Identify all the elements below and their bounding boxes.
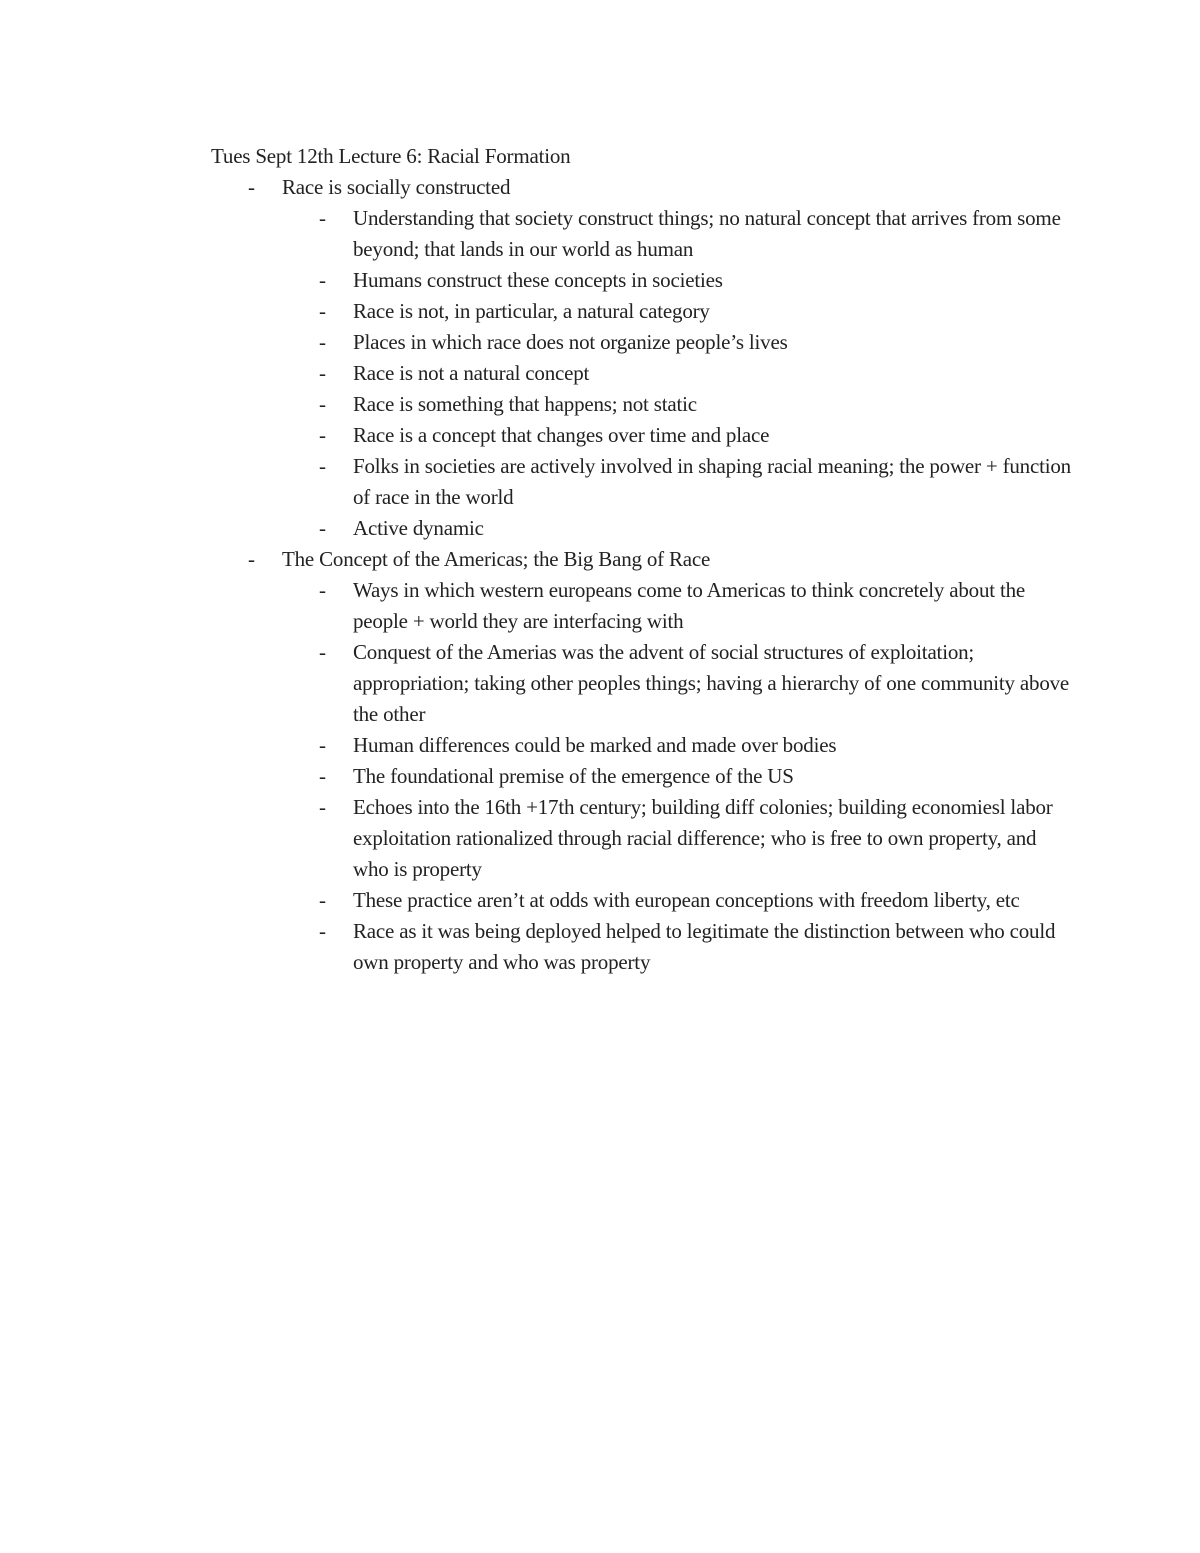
list-item [282,265,1071,296]
list-item-text: The foundational premise of the emergence of the US [353,764,794,788]
section-heading: Race is socially constructed [282,175,511,199]
bullet-dash: - [248,547,255,571]
list-item [282,730,1071,761]
bullet-dash: - [319,361,326,385]
bullet-dash: - [319,330,326,354]
bullet-dash: - [319,516,326,540]
bullet-dash: - [319,733,326,757]
bullet-dash: - [319,299,326,323]
section-item [211,172,1071,544]
list-item [282,513,1071,544]
list-item [282,327,1071,358]
list-item [282,358,1071,389]
list-item-text: Places in which race does not organize people’s lives [353,330,788,354]
list-item [282,792,1071,885]
list-item-text: Humans construct these concepts in societies [353,268,723,292]
notes-title: Tues Sept 12th Lecture 6: Racial Formation [211,144,571,168]
bullet-dash: - [319,268,326,292]
list-item [282,637,1071,730]
bullet-dash: - [319,795,326,819]
bullet-dash: - [248,175,255,199]
bullet-dash: - [319,640,326,664]
list-item [282,451,1071,513]
bullet-dash: - [319,919,326,943]
bullet-dash: - [319,206,326,230]
list-item [282,389,1071,420]
bullet-dash: - [319,578,326,602]
bullet-dash: - [319,454,326,478]
sub-list [211,203,1071,544]
list-item-text: Human differences could be marked and made over bodies [353,733,837,757]
bullet-dash: - [319,764,326,788]
list-item-text: Conquest of the Amerias was the advent of social structures of exploitation; appropriation; taking other peoples things; having a hierarchy of one community above the other [353,640,1070,726]
section-list [211,172,1071,978]
list-item [282,885,1071,916]
list-item-text: Echoes into the 16th +17th century; building diff colonies; building economiesl labor exploitation rationalized through racial difference; who is free to own property, and who is property [353,795,1053,881]
list-item-text: Race as it was being deployed helped to legitimate the distinction between who could own property and who was property [353,919,1056,974]
bullet-dash: - [319,888,326,912]
list-item [282,203,1071,265]
sub-list [211,575,1071,978]
list-item [282,420,1071,451]
list-item-text: Race is not a natural concept [353,361,590,385]
section-heading: The Concept of the Americas; the Big Bang of Race [282,547,711,571]
list-item-text: Race is not, in particular, a natural category [353,299,710,323]
lecture-notes [211,141,1071,978]
list-item [282,761,1071,792]
list-item-text: Race is something that happens; not static [353,392,697,416]
bullet-dash: - [319,392,326,416]
list-item-text: These practice aren’t at odds with european conceptions with freedom liberty, etc [353,888,1020,912]
list-item-text: Folks in societies are actively involved in shaping racial meaning; the power + function of race in the world [353,454,1071,509]
list-item [282,575,1071,637]
list-item-text: Ways in which western europeans come to Americas to think concretely about the people + world they are interfacing with [353,578,1025,633]
bullet-dash: - [319,423,326,447]
list-item [282,916,1071,978]
list-item-text: Active dynamic [353,516,484,540]
list-item-text: Race is a concept that changes over time and place [353,423,770,447]
section-item [211,544,1071,978]
list-item-text: Understanding that society construct things; no natural concept that arrives from some beyond; that lands in our world as human [353,206,1061,261]
list-item [282,296,1071,327]
